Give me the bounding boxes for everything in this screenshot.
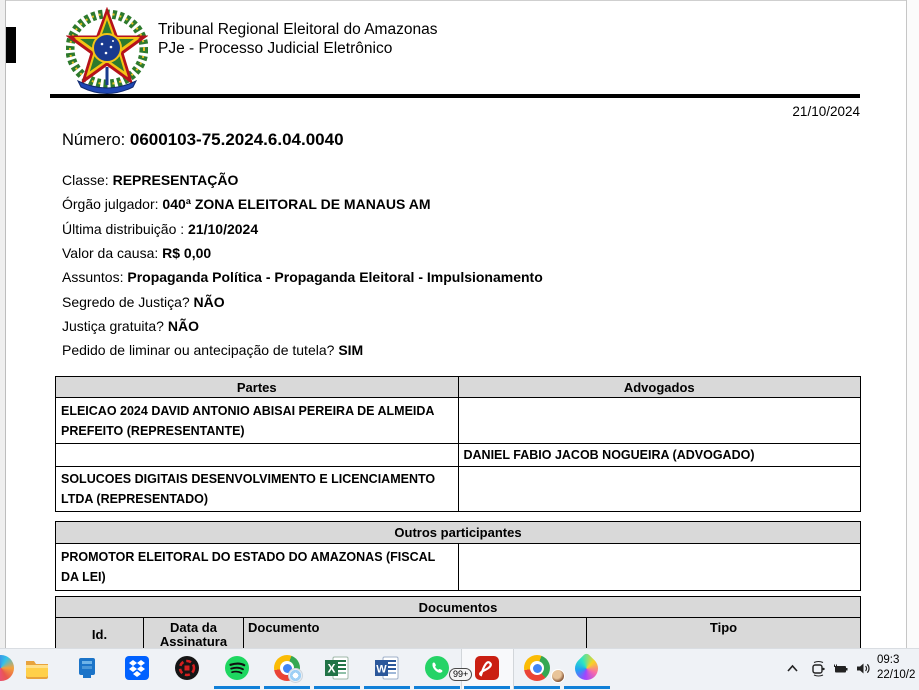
excel-icon[interactable] (324, 655, 350, 681)
documentos-table (55, 596, 861, 652)
chevron-up-icon[interactable] (784, 660, 801, 677)
advogado-cell (458, 398, 861, 444)
process-number-value: 0600103-75.2024.6.04.0040 (129, 130, 344, 149)
brazil-coat-of-arms-logo (66, 7, 148, 95)
header-line2: PJe - Processo Judicial Eletrônico (158, 40, 393, 57)
detail-segredo: Segredo de Justiça? NÃO (62, 294, 225, 310)
word-icon[interactable] (374, 655, 400, 681)
header-title (158, 20, 678, 58)
black-redaction-mark (6, 27, 16, 63)
clock-date: 22/10/2 (877, 669, 916, 681)
detail-classe: Classe: REPRESENTAÇÃO (62, 172, 239, 188)
security-app-icon[interactable] (174, 655, 200, 681)
participante-cell: PROMOTOR ELEITORAL DO ESTADO DO AMAZONAS (FISCAL DA LEI) (56, 544, 459, 591)
profile-avatar (551, 669, 565, 683)
header-line1: Tribunal Regional Eleitoral do Amazonas (158, 21, 438, 38)
file-explorer-icon[interactable] (24, 655, 50, 681)
spotify-icon[interactable] (224, 655, 250, 681)
outros-header: Outros participantes (56, 522, 861, 544)
detail-gratuita: Justiça gratuita? NÃO (62, 318, 199, 334)
col-id-header: Id. (56, 618, 144, 652)
whatsapp-badge: 99+ (449, 668, 472, 681)
volume-icon[interactable] (854, 660, 871, 677)
partes-header: Partes (56, 377, 459, 398)
chrome-badge-icon (288, 668, 303, 683)
connect-icon[interactable] (810, 660, 827, 677)
process-number-label: Número: (62, 131, 126, 149)
battery-icon[interactable] (832, 660, 849, 677)
detail-liminar: Pedido de liminar ou antecipação de tutela? SIM (62, 342, 364, 358)
col-documento-header: Documento (244, 618, 587, 652)
participante-adv-cell (458, 544, 861, 591)
detail-orgao: Órgão julgador: 040ª ZONA ELEITORAL DE MANAUS AM (62, 196, 431, 212)
advogado-cell (458, 467, 861, 512)
parte-cell: ELEICAO 2024 DAVID ANTONIO ABISAI PEREIRA DE ALMEIDA PREFEITO (REPRESENTANTE) (56, 398, 459, 444)
outros-participantes-table (55, 521, 861, 591)
partes-table (55, 376, 861, 512)
table-row (56, 398, 861, 444)
col-tipo-header: Tipo (587, 618, 861, 652)
process-number-line (62, 130, 344, 150)
window-top-border (0, 0, 919, 1)
taskbar-clock[interactable] (877, 653, 919, 683)
page-left-gutter (0, 0, 6, 648)
chrome-profile-icon[interactable] (524, 655, 550, 681)
advogado-cell: DANIEL FABIO JACOB NOGUEIRA (ADVOGADO) (458, 444, 861, 467)
acrobat-icon[interactable] (474, 655, 500, 681)
detail-assuntos: Assuntos: Propaganda Política - Propaganda Eleitoral - Impulsionamento (62, 269, 543, 285)
col-data-header: Data da Assinatura (144, 618, 244, 652)
svg-text:W: W (376, 663, 387, 676)
table-row (56, 444, 861, 467)
detail-valor: Valor da causa: R$ 0,00 (62, 245, 212, 261)
scrollbar-track[interactable] (906, 0, 919, 648)
documentos-header: Documentos (56, 597, 861, 618)
parte-cell (56, 444, 459, 467)
advogados-header: Advogados (458, 377, 861, 398)
whatsapp-icon[interactable] (424, 655, 450, 681)
parte-cell: SOLUCOES DIGITAIS DESENVOLVIMENTO E LICENCIAMENTO LTDA (REPRESENTADO) (56, 467, 459, 512)
table-row (56, 467, 861, 512)
table-row (56, 544, 861, 591)
detail-distribuicao: Última distribuição : 21/10/2024 (62, 221, 259, 237)
document-date: 21/10/2024 (792, 104, 860, 119)
dropbox-icon[interactable] (124, 655, 150, 681)
clock-time: 09:3 (877, 654, 900, 666)
blue-device-icon[interactable] (74, 655, 100, 681)
header-divider (50, 94, 860, 98)
svg-text:X: X (327, 661, 336, 676)
